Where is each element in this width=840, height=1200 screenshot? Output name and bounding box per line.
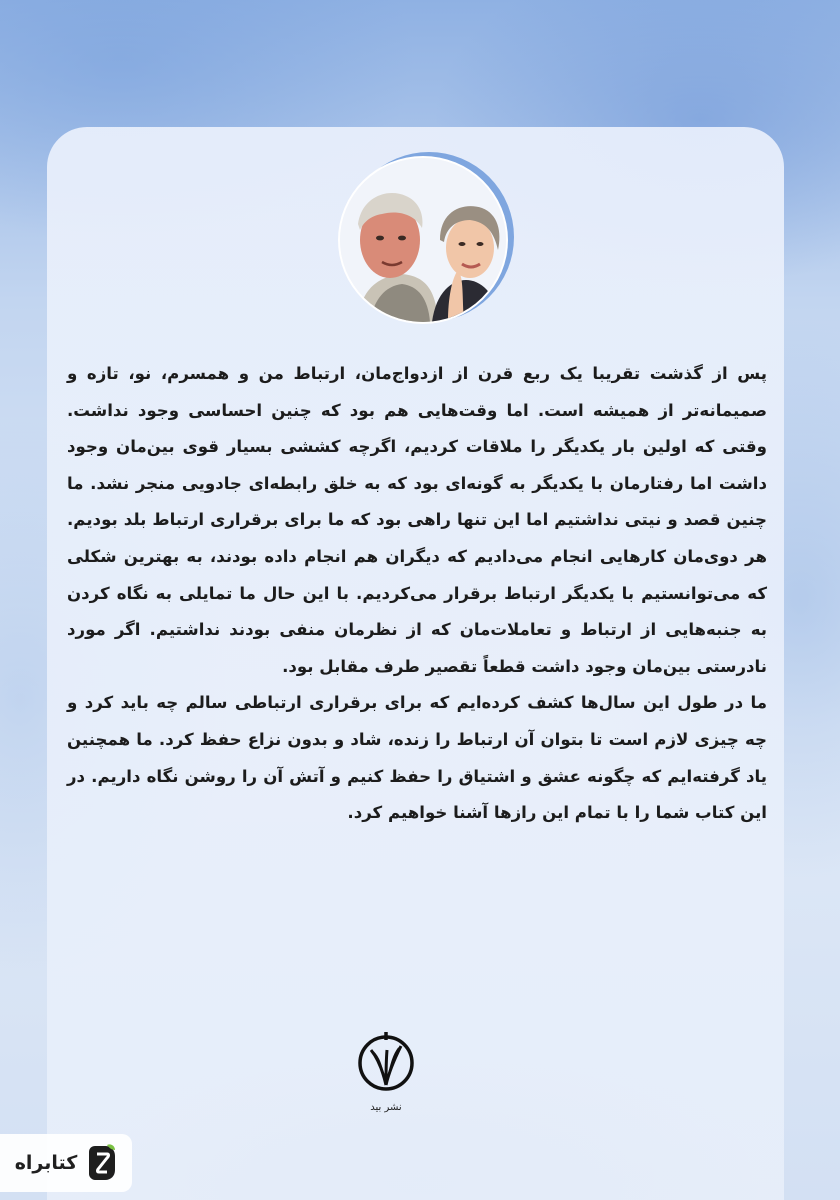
ketabrah-badge[interactable] <box>0 1134 132 1192</box>
authors-portrait-frame <box>338 152 528 322</box>
description-text <box>67 356 767 832</box>
paragraph-2: ما در طول این سال‌ها کشف کرده‌ایم که برای برقراری ارتباطی سالم چه باید کرد و چه چیزی لازم است تا بتوان آن ارتباط را زنده، شاد و بدون نزاع حفظ کرد. ما همچنین یاد گرفته‌ایم که چگونه عشق و اشتیاق را حفظ کنیم و آتش آن را روشن نگاه داریم. در این کتاب شما را با تمام این رازها آشنا خواهیم کرد. <box>67 693 767 823</box>
ketabrah-logo-icon <box>83 1144 117 1182</box>
ketabrah-label: کتابراه <box>14 1152 78 1174</box>
publisher-name: نشر بید <box>370 1102 402 1113</box>
paragraph-1: پس از گذشت تقریبا یک ربع قرن از ازدواج‌مان، ارتباط من و همسرم، نو، تازه و صمیمانه‌تر از همیشه است. اما وقت‌هایی هم بود که چنین احساسی وجود نداشت. وقتی که اولین بار یکدیگر را ملاقات کردیم، اگرچه کششی بسیار قوی بین‌مان وجود داشت اما رفتارمان با یکدیگر به گونه‌ای بود که به خلق رابطه‌ای جادویی منجر نشد. ما چنین قصد و نیتی نداشتیم اما این تنها راهی بود که ما برای برقراری ارتباط بلد بودیم. هر دوی‌مان کارهایی انجام می‌دادیم که دیگران هم انجام داده بودند، به بهترین شکلی که می‌توانستیم با یکدیگر ارتباط برقرار می‌کردیم. با این حال ما تمایلی به نگاه کردن به جنبه‌هایی از ارتباط و تعاملات‌مان که از نظرمان منفی بودند نداشتیم. اگر مورد نادرستی بین‌مان وجود داشت قطعاً تقصیر طرف مقابل بود. <box>67 364 767 676</box>
publisher-logo <box>356 1030 416 1120</box>
leaf-logo-icon <box>357 1030 415 1096</box>
authors-portrait <box>338 156 508 324</box>
